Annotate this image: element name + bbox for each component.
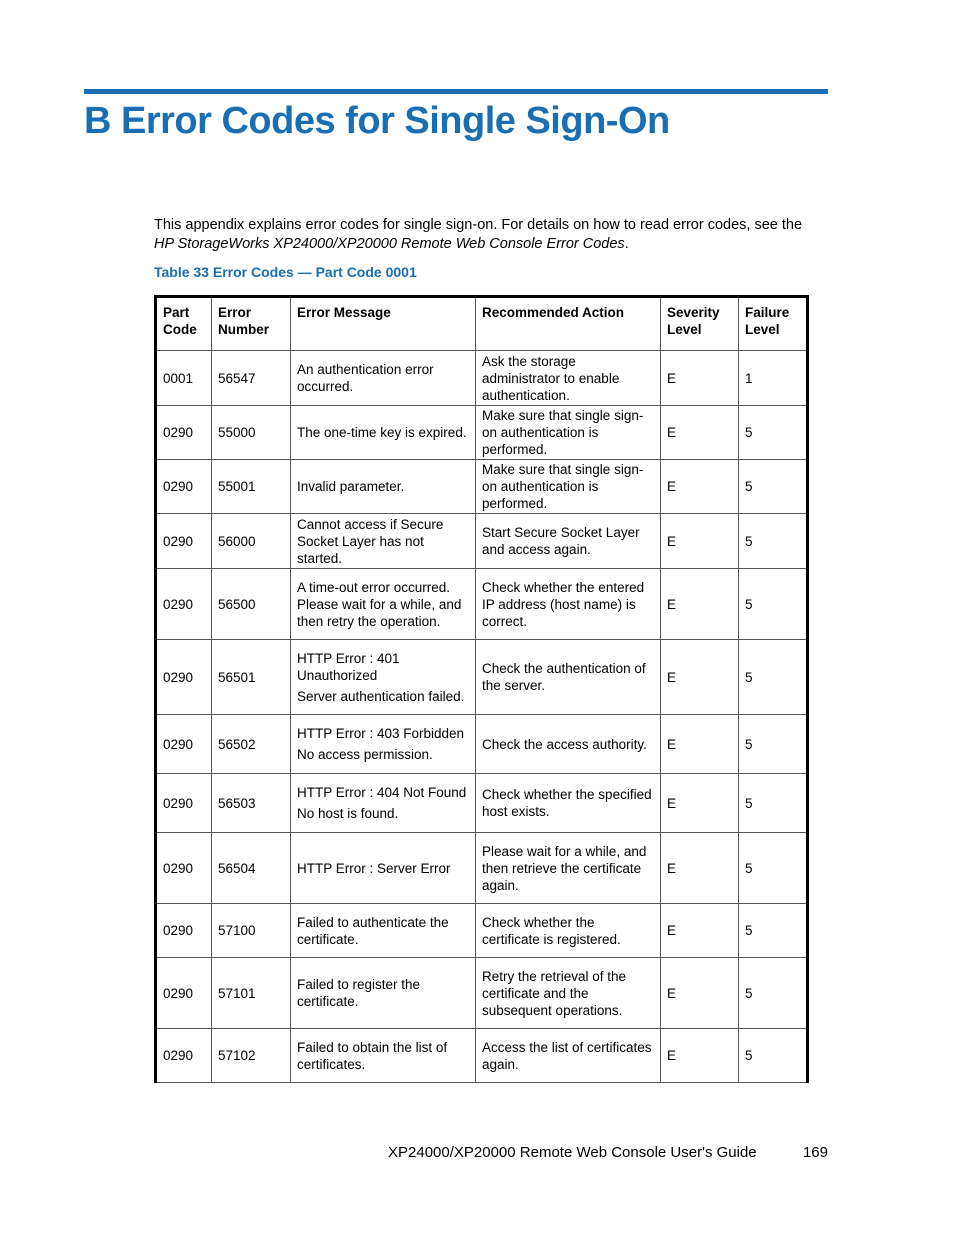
cell-severity-level: E: [661, 833, 739, 904]
cell-failure-level: 5: [739, 904, 808, 958]
cell-failure-level: 5: [739, 833, 808, 904]
table-row: [156, 640, 808, 715]
cell-error-message: [291, 640, 476, 715]
cell-part-code: 0290: [156, 569, 212, 640]
cell-error-message-line: No host is found.: [297, 806, 399, 821]
intro-text: This appendix explains error codes for single sign-on. For details on how to read error codes, see the: [154, 217, 803, 233]
table-row: [156, 514, 808, 569]
cell-recommended-action: [476, 958, 661, 1029]
cell-error-message-line: Failed to authenticate the certificate.: [297, 914, 449, 947]
cell-part-code: 0290: [156, 406, 212, 460]
cell-part-code: 0001: [156, 351, 212, 406]
cell-error-message: [291, 406, 476, 460]
cell-recommended-action: [476, 904, 661, 958]
cell-part-code: 0290: [156, 833, 212, 904]
header-recommended-action: Recommended Action: [476, 297, 661, 351]
table-caption: Table 33 Error Codes — Part Code 0001: [154, 264, 417, 280]
cell-severity-level: E: [661, 460, 739, 514]
cell-error-message-line: Cannot access if Secure Socket Layer has not started.: [297, 516, 444, 566]
cell-error-message-line: The one-time key is expired.: [297, 425, 467, 440]
cell-severity-level: E: [661, 640, 739, 715]
cell-recommended-action: [476, 833, 661, 904]
page-number: 169: [802, 1144, 828, 1161]
cell-part-code: 0290: [156, 640, 212, 715]
header-error-message: Error Message: [291, 297, 476, 351]
cell-part-code: 0290: [156, 460, 212, 514]
cell-error-message-line: Server authentication failed.: [297, 688, 465, 704]
cell-error-number: 55001: [212, 460, 291, 514]
cell-severity-level: E: [661, 904, 739, 958]
cell-failure-level: 5: [739, 715, 808, 774]
cell-recommended-action-line: Ask the storage administrator to enable authentication.: [482, 353, 620, 403]
error-codes-table: [154, 295, 809, 1083]
cell-recommended-action: [476, 569, 661, 640]
cell-failure-level: 5: [739, 514, 808, 569]
cell-error-message: [291, 715, 476, 774]
cell-recommended-action: [476, 774, 661, 833]
cell-failure-level: 5: [739, 640, 808, 715]
header-failure-level: Failure Level: [739, 297, 808, 351]
cell-failure-level: 5: [739, 406, 808, 460]
cell-part-code: 0290: [156, 715, 212, 774]
cell-error-message-line: No access permission.: [297, 747, 433, 762]
cell-failure-level: 1: [739, 351, 808, 406]
cell-part-code: 0290: [156, 958, 212, 1029]
cell-recommended-action: [476, 406, 661, 460]
header-error-number: Error Number: [212, 297, 291, 351]
cell-recommended-action-line: Access the list of certificates again.: [482, 1039, 652, 1072]
cell-error-message-line: HTTP Error : 403 Forbidden: [297, 726, 465, 741]
cell-error-message-line: Failed to register the certificate.: [297, 977, 421, 1009]
cell-error-message: [291, 833, 476, 904]
cell-error-number: 57102: [212, 1029, 291, 1083]
cell-recommended-action-line: Check whether the certificate is registered.: [482, 914, 621, 947]
table-row: [156, 1029, 808, 1083]
cell-error-number: 55000: [212, 406, 291, 460]
table-row: [156, 715, 808, 774]
header-part-code: Part Code: [156, 297, 212, 351]
cell-error-number: 56502: [212, 715, 291, 774]
chapter-title: B Error Codes for Single Sign-On: [84, 100, 670, 142]
cell-error-message: [291, 958, 476, 1029]
table-row: [156, 904, 808, 958]
cell-error-message: [291, 460, 476, 514]
cell-failure-level: 5: [739, 1029, 808, 1083]
cell-error-message-line: A time-out error occurred. Please wait for a while, and then retry the operation.: [297, 579, 462, 629]
cell-recommended-action: [476, 1029, 661, 1083]
table-row: [156, 833, 808, 904]
header-severity-level: Severity Level: [661, 297, 739, 351]
cell-severity-level: E: [661, 569, 739, 640]
cell-part-code: 0290: [156, 904, 212, 958]
table-row: [156, 774, 808, 833]
cell-error-number: 56503: [212, 774, 291, 833]
cell-error-number: 56000: [212, 514, 291, 569]
cell-part-code: 0290: [156, 1029, 212, 1083]
cell-severity-level: E: [661, 1029, 739, 1083]
cell-recommended-action-line: Check the authentication of the server.: [482, 661, 646, 693]
cell-recommended-action-line: Check whether the entered IP address (host name) is correct.: [482, 579, 645, 629]
intro-reference: HP StorageWorks XP24000/XP20000 Remote Web Console Error Codes: [154, 236, 625, 252]
cell-recommended-action: [476, 715, 661, 774]
cell-recommended-action-line: Make sure that single sign-on authentication is performed.: [482, 462, 644, 511]
table-row: [156, 351, 808, 406]
table-row: [156, 958, 808, 1029]
cell-error-number: 57101: [212, 958, 291, 1029]
intro-paragraph: [154, 216, 824, 254]
chapter-rule: [84, 89, 828, 94]
cell-error-number: 57100: [212, 904, 291, 958]
footer-guide-title: XP24000/XP20000 Remote Web Console User's Guide: [388, 1144, 757, 1161]
cell-error-message: [291, 351, 476, 406]
cell-recommended-action: [476, 460, 661, 514]
cell-error-number: 56501: [212, 640, 291, 715]
cell-error-message-line: Invalid parameter.: [297, 479, 405, 494]
cell-error-message: [291, 774, 476, 833]
cell-error-message-line: Failed to obtain the list of certificates.: [297, 1039, 448, 1072]
cell-recommended-action-line: Please wait for a while, and then retrieve the certificate again.: [482, 843, 647, 893]
cell-recommended-action: [476, 351, 661, 406]
cell-error-message: [291, 514, 476, 569]
cell-severity-level: E: [661, 958, 739, 1029]
cell-failure-level: 5: [739, 774, 808, 833]
cell-error-message-line: HTTP Error : Server Error: [297, 860, 451, 876]
cell-recommended-action-line: Retry the retrieval of the certificate and the subsequent operations.: [482, 968, 627, 1018]
cell-error-message: [291, 1029, 476, 1083]
cell-part-code: 0290: [156, 774, 212, 833]
cell-failure-level: 5: [739, 569, 808, 640]
cell-error-number: 56504: [212, 833, 291, 904]
cell-recommended-action: [476, 640, 661, 715]
table-body: [156, 351, 808, 1083]
page-footer: [388, 1144, 828, 1161]
cell-error-message-line: An authentication error occurred.: [297, 362, 434, 394]
cell-severity-level: E: [661, 514, 739, 569]
cell-error-message: [291, 569, 476, 640]
cell-error-message-line: HTTP Error : 404 Not Found: [297, 785, 467, 800]
cell-error-message: [291, 904, 476, 958]
table-row: [156, 460, 808, 514]
cell-failure-level: 5: [739, 958, 808, 1029]
intro-text-end: .: [624, 236, 629, 252]
cell-recommended-action-line: Make sure that single sign-on authentication is performed.: [482, 408, 644, 457]
cell-severity-level: E: [661, 406, 739, 460]
cell-error-number: 56500: [212, 569, 291, 640]
cell-failure-level: 5: [739, 460, 808, 514]
cell-part-code: 0290: [156, 514, 212, 569]
cell-severity-level: E: [661, 351, 739, 406]
cell-error-number: 56547: [212, 351, 291, 406]
cell-recommended-action-line: Check the access authority.: [482, 736, 647, 752]
cell-recommended-action-line: Start Secure Socket Layer and access again.: [482, 525, 640, 557]
cell-severity-level: E: [661, 774, 739, 833]
table-header-row: [156, 297, 808, 351]
cell-recommended-action-line: Check whether the specified host exists.: [482, 787, 652, 819]
table-row: [156, 406, 808, 460]
cell-severity-level: E: [661, 715, 739, 774]
table-row: [156, 569, 808, 640]
cell-recommended-action: [476, 514, 661, 569]
cell-error-message-line: HTTP Error : 401 Unauthorized: [297, 650, 400, 683]
